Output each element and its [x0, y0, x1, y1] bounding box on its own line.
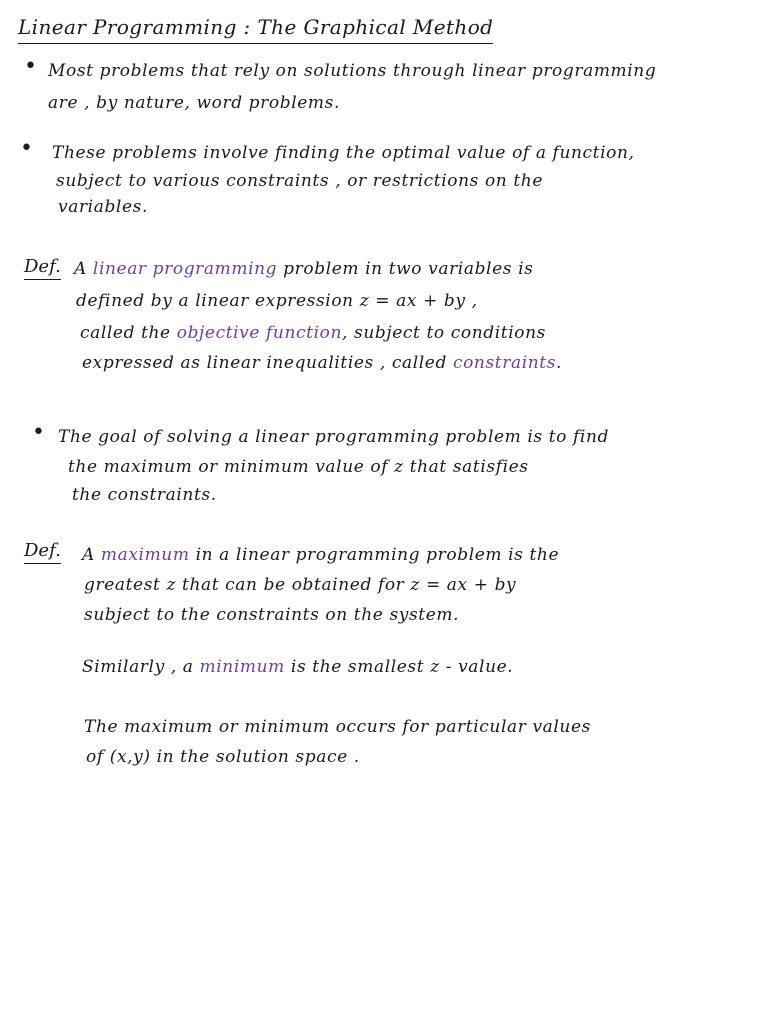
term-constraints: constraints — [452, 353, 557, 373]
def1-line4-end: . — [556, 353, 563, 373]
bullet3-line2: the maximum or minimum value of z that satisfies — [68, 457, 529, 477]
def2-line1-end: in a linear programming problem is the — [195, 545, 560, 565]
def2-line4 — [82, 656, 513, 678]
term-linear-programming: linear programming — [92, 259, 278, 279]
term-minimum: minimum — [199, 657, 285, 677]
def2-line4-end: is the smallest z - value. — [290, 657, 514, 677]
def2-line3: subject to the constraints on the system. — [84, 605, 460, 625]
def2-line6: of (x,y) in the solution space . — [86, 747, 360, 767]
def2-line5: The maximum or minimum occurs for particular values — [84, 717, 591, 737]
def1-line2: defined by a linear expression z = ax + by , — [76, 291, 478, 311]
term-maximum: maximum — [100, 545, 190, 565]
def1-line4-start: expressed as linear inequalities , called — [82, 353, 447, 373]
def2-line2: greatest z that can be obtained for z = ax + by — [84, 575, 517, 595]
def-label: Def. — [24, 540, 61, 564]
def2-line4-start: Similarly , a — [82, 657, 194, 677]
bullet1-line2: are , by nature, word problems. — [48, 93, 340, 113]
def2-line1 — [82, 544, 559, 566]
bullet3-line3: the constraints. — [72, 485, 217, 505]
term-objective-function: objective function — [176, 323, 343, 343]
bullet-dot: • — [24, 54, 37, 79]
bullet2-line2: subject to various constraints , or restrictions on the — [56, 171, 544, 191]
bullet2-line3: variables. — [58, 197, 148, 217]
def1-line1-start: A — [74, 259, 87, 279]
bullet3-line1: The goal of solving a linear programming problem is to find — [58, 427, 609, 447]
def2-line1-start: A — [82, 545, 95, 565]
page-title: Linear Programming : The Graphical Method — [18, 14, 493, 44]
def1-line3 — [80, 322, 546, 344]
def1-line1-end: problem in two variables is — [283, 259, 534, 279]
def1-line3-start: called the — [80, 323, 171, 343]
bullet-dot: • — [20, 136, 33, 161]
def1-line3-end: , subject to conditions — [342, 323, 546, 343]
def1-line1 — [74, 258, 533, 280]
bullet1-line1: Most problems that rely on solutions through linear programming — [48, 61, 657, 81]
def1-line4 — [82, 352, 562, 374]
def-label: Def. — [24, 256, 61, 280]
bullet-dot: • — [32, 420, 45, 445]
bullet2-line1: These problems involve finding the optimal value of a function, — [52, 143, 635, 163]
